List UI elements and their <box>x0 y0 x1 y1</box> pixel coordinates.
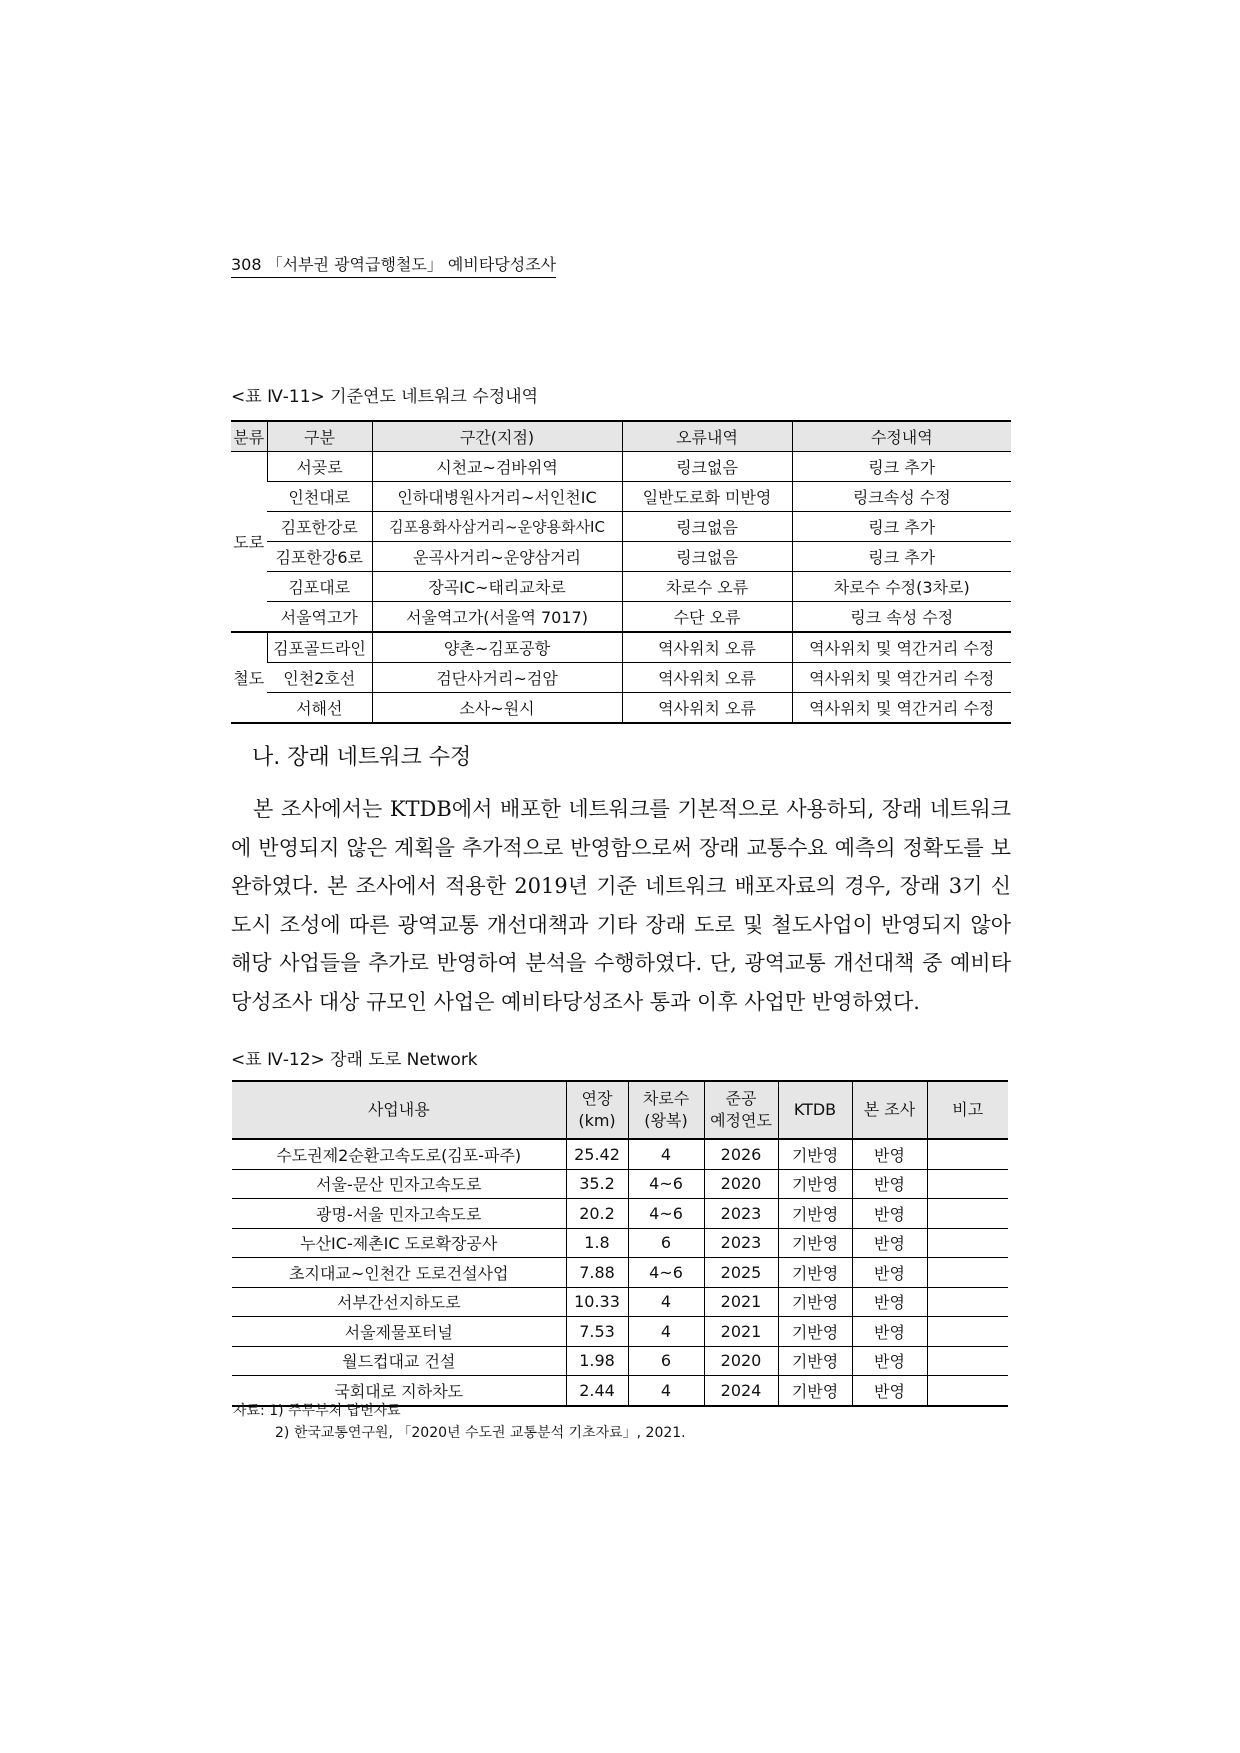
cell-error: 역사위치 오류 <box>622 693 792 724</box>
table-row <box>231 512 1011 542</box>
cell-length: 1.8 <box>566 1228 628 1258</box>
cell-lanes: 4 <box>628 1139 704 1169</box>
cell-ktdb: 기반영 <box>778 1228 852 1258</box>
cell-length: 10.33 <box>566 1287 628 1317</box>
header-name: 구분 <box>267 421 372 452</box>
header-ktdb: KTDB <box>778 1081 852 1139</box>
cell-lanes: 6 <box>628 1228 704 1258</box>
cell-lanes: 4 <box>628 1317 704 1347</box>
cell-error: 링크없음 <box>622 512 792 542</box>
cell-correction: 링크 속성 수정 <box>792 602 1011 633</box>
cell-lanes: 4 <box>628 1376 704 1406</box>
cell-project: 서울-문산 민자고속도로 <box>232 1169 566 1199</box>
header-length-line2: (km) <box>578 1111 616 1130</box>
header-length-line1: 연장 <box>581 1089 613 1108</box>
cell-this-study: 반영 <box>852 1346 927 1376</box>
cell-this-study: 반영 <box>852 1169 927 1199</box>
table-row <box>231 632 1011 663</box>
cell-section: 소사~원시 <box>372 693 622 724</box>
cell-this-study: 반영 <box>852 1258 927 1288</box>
header-this-study: 본 조사 <box>852 1081 927 1139</box>
cell-note <box>927 1139 1008 1169</box>
cell-ktdb: 기반영 <box>778 1139 852 1169</box>
cell-correction: 역사위치 및 역간거리 수정 <box>792 693 1011 724</box>
cell-length: 7.53 <box>566 1317 628 1347</box>
cell-note <box>927 1169 1008 1199</box>
cell-note <box>927 1346 1008 1376</box>
cell-name: 인천대로 <box>267 482 372 512</box>
cell-ktdb: 기반영 <box>778 1376 852 1406</box>
running-header <box>231 252 556 278</box>
cell-note <box>927 1199 1008 1229</box>
cell-project: 광명-서울 민자고속도로 <box>232 1199 566 1229</box>
cell-year: 2023 <box>704 1228 778 1258</box>
header-category: 분류 <box>231 421 267 452</box>
table2-body <box>232 1139 1008 1406</box>
cell-name: 김포골드라인 <box>267 632 372 663</box>
table-row <box>232 1258 1008 1288</box>
cell-name: 김포한강로 <box>267 512 372 542</box>
cell-section: 양촌~김포공항 <box>372 632 622 663</box>
cell-length: 20.2 <box>566 1199 628 1229</box>
cell-section: 장곡IC~태리교차로 <box>372 572 622 602</box>
header-year-line1: 준공 <box>725 1089 757 1108</box>
cell-lanes: 6 <box>628 1346 704 1376</box>
cell-year: 2025 <box>704 1258 778 1288</box>
section-heading: 나. 장래 네트워크 수정 <box>252 745 472 770</box>
table-row <box>232 1169 1008 1199</box>
cell-note <box>927 1258 1008 1288</box>
table2-caption: <표 Ⅳ-12> 장래 도로 Network <box>231 1050 478 1070</box>
report-title: 「서부권 광역급행철도」 예비타당성조사 <box>266 255 557 274</box>
cell-this-study: 반영 <box>852 1139 927 1169</box>
cell-correction: 차로수 수정(3차로) <box>792 572 1011 602</box>
cell-ktdb: 기반영 <box>778 1317 852 1347</box>
table-row <box>232 1139 1008 1169</box>
cell-name: 서울역고가 <box>267 602 372 633</box>
cell-section: 김포용화사삼거리~운양용화사IC <box>372 512 622 542</box>
table-row <box>231 602 1011 633</box>
body-paragraph: 본 조사에서는 KTDB에서 배포한 네트워크를 기본적으로 사용하되, 장래 네트워크에 반영되지 않은 계획을 추가적으로 반영함으로써 장래 교통수요 예측의 정확도를 보완하였다. 본 조사에서 적용한 2019년 기준 네트워크 배포자료의 경우, 장래 3기 신도시 조성에 따른 광역교통 개선대책과 기타 장래 도로 및 철도사업이 반영되지 않아 해당 사업들을 추가로 반영하여 분석을 수행하였다. 단, 광역교통 개선대책 중 예비타당성조사 대상 규모인 사업은 예비타당성조사 통과 이후 사업만 반영하였다. <box>231 797 1011 1014</box>
cell-ktdb: 기반영 <box>778 1169 852 1199</box>
cell-project: 서부간선지하도로 <box>232 1287 566 1317</box>
header-error: 오류내역 <box>622 421 792 452</box>
header-correction: 수정내역 <box>792 421 1011 452</box>
table-header-row <box>231 421 1011 452</box>
cell-error: 수단 오류 <box>622 602 792 633</box>
cell-length: 1.98 <box>566 1346 628 1376</box>
cell-project: 국회대로 지하차도 <box>334 1381 464 1401</box>
cell-ktdb: 기반영 <box>778 1258 852 1288</box>
cell-name: 김포대로 <box>267 572 372 602</box>
cell-name: 서해선 <box>296 699 343 718</box>
cell-name: 인천2호선 <box>267 663 372 693</box>
source-line-2: 2) 한국교통연구원, 「2020년 수도권 교통분석 기초자료」, 2021. <box>275 1425 686 1441</box>
cell-section: 시천교~검바위역 <box>372 452 622 482</box>
cell-length: 2.44 <box>566 1376 628 1406</box>
cell-ktdb: 기반영 <box>778 1346 852 1376</box>
cell-this-study: 반영 <box>852 1317 927 1347</box>
cell-error: 링크없음 <box>622 452 792 482</box>
cell-this-study: 반영 <box>852 1287 927 1317</box>
cell-correction: 링크 추가 <box>792 452 1011 482</box>
cell-project: 수도권제2순환고속도로(김포-파주) <box>232 1139 566 1169</box>
cell-lanes: 4~6 <box>628 1199 704 1229</box>
cell-length: 25.42 <box>566 1139 628 1169</box>
table-row <box>232 1228 1008 1258</box>
table-row <box>231 542 1011 572</box>
cell-year: 2020 <box>704 1346 778 1376</box>
table-row <box>232 1287 1008 1317</box>
cell-project: 누산IC-제촌IC 도로확장공사 <box>232 1228 566 1258</box>
cell-name: 서곶로 <box>267 452 372 482</box>
cell-length: 35.2 <box>566 1169 628 1199</box>
cell-section: 서울역고가(서울역 7017) <box>372 602 622 633</box>
cell-section: 검단사거리~검암 <box>372 663 622 693</box>
cell-year: 2024 <box>704 1376 778 1406</box>
table-row <box>231 572 1011 602</box>
cell-year: 2020 <box>704 1169 778 1199</box>
sources <box>233 1400 686 1444</box>
table-header-row <box>232 1081 1008 1139</box>
cell-this-study: 반영 <box>852 1228 927 1258</box>
header-completion-year <box>704 1081 778 1139</box>
cell-error: 일반도로화 미반영 <box>622 482 792 512</box>
table-row <box>232 1346 1008 1376</box>
cell-lanes: 4~6 <box>628 1169 704 1199</box>
table-row <box>231 482 1011 512</box>
cell-year: 2026 <box>704 1139 778 1169</box>
cell-error: 링크없음 <box>622 542 792 572</box>
header-section: 구간(지점) <box>372 421 622 452</box>
header-project: 사업내용 <box>232 1081 566 1139</box>
table-row <box>231 693 1011 724</box>
cell-ktdb: 기반영 <box>778 1287 852 1317</box>
source-line-1: 자료: 1) 주무부처 답변자료 <box>233 1403 401 1419</box>
cell-project: 초지대교~인천간 도로건설사업 <box>232 1258 566 1288</box>
cell-year: 2021 <box>704 1317 778 1347</box>
page-number: 308 <box>231 255 262 274</box>
header-lanes-line2: (왕복) <box>644 1111 688 1130</box>
cell-ktdb: 기반영 <box>778 1199 852 1229</box>
cell-length: 7.88 <box>566 1258 628 1288</box>
future-road-network-table <box>232 1080 1008 1407</box>
cell-correction: 링크 추가 <box>792 542 1011 572</box>
cell-lanes: 4 <box>628 1287 704 1317</box>
baseline-network-revision-table <box>231 420 1011 724</box>
cell-correction: 역사위치 및 역간거리 수정 <box>792 632 1011 663</box>
cell-error: 차로수 오류 <box>622 572 792 602</box>
cell-error: 역사위치 오류 <box>622 632 792 663</box>
category-road: 도로 <box>231 452 267 633</box>
cell-note <box>927 1228 1008 1258</box>
cell-this-study: 반영 <box>852 1376 927 1406</box>
cell-lanes: 4~6 <box>628 1258 704 1288</box>
header-year-line2: 예정연도 <box>710 1111 772 1130</box>
table-row <box>232 1199 1008 1229</box>
cell-correction: 링크 추가 <box>792 512 1011 542</box>
table1-caption: <표 Ⅳ-11> 기준연도 네트워크 수정내역 <box>231 387 539 407</box>
cell-this-study: 반영 <box>852 1199 927 1229</box>
header-note: 비고 <box>927 1081 1008 1139</box>
table-row <box>231 663 1011 693</box>
cell-section: 인하대병원사거리~서인천IC <box>372 482 622 512</box>
cell-error: 역사위치 오류 <box>622 663 792 693</box>
cell-year: 2021 <box>704 1287 778 1317</box>
header-length <box>566 1081 628 1139</box>
cell-correction: 역사위치 및 역간거리 수정 <box>792 663 1011 693</box>
header-lanes-line1: 차로수 <box>642 1089 690 1108</box>
cell-note <box>927 1376 1008 1406</box>
cell-project: 월드컵대교 건설 <box>232 1346 566 1376</box>
cell-note <box>927 1317 1008 1347</box>
header-lanes <box>628 1081 704 1139</box>
cell-project: 서울제물포터널 <box>232 1317 566 1347</box>
cell-name: 김포한강6로 <box>267 542 372 572</box>
cell-note <box>927 1287 1008 1317</box>
table-row <box>232 1317 1008 1347</box>
cell-section: 운곡사거리~운양삼거리 <box>372 542 622 572</box>
cell-correction: 링크속성 수정 <box>792 482 1011 512</box>
cell-year: 2023 <box>704 1199 778 1229</box>
category-rail: 철도 <box>231 632 267 723</box>
table-row <box>231 452 1011 482</box>
